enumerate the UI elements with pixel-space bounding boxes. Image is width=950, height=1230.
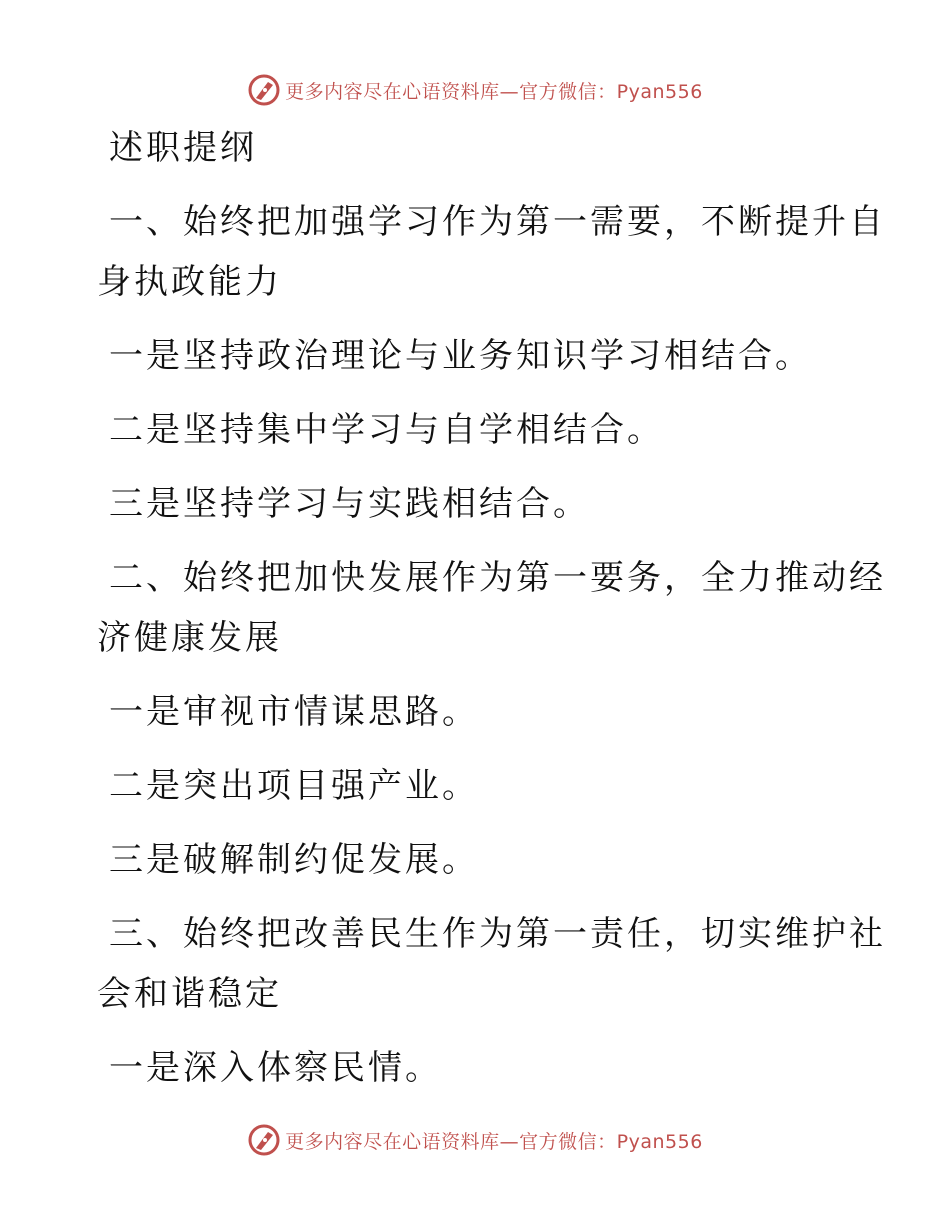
list-item: 一是审视市情谋思路。 (109, 692, 479, 732)
pen-nib-logo-icon (247, 1123, 281, 1157)
section-heading-1: 一、始终把加强学习作为第一需要，不断提升自 (109, 202, 886, 242)
section-heading-2: 二、始终把加快发展作为第一要务，全力推动经 (109, 558, 886, 598)
list-item: 二是突出项目强产业。 (109, 766, 479, 806)
section-heading-3-continued: 会和谐稳定 (97, 974, 282, 1014)
watermark-text: 更多内容尽在心语资料库—官方微信：Pyan556 (285, 1130, 703, 1153)
footer-watermark (0, 1120, 950, 1160)
section-heading-1-continued: 身执政能力 (97, 262, 282, 302)
section-heading-2-continued: 济健康发展 (97, 618, 282, 658)
pen-nib-logo-icon (247, 73, 281, 107)
section-heading-3: 三、始终把改善民生作为第一责任，切实维护社 (109, 914, 886, 954)
document-title: 述职提纲 (109, 128, 257, 168)
watermark-text: 更多内容尽在心语资料库—官方微信：Pyan556 (285, 80, 703, 103)
header-watermark (0, 70, 950, 110)
list-item: 一是深入体察民情。 (109, 1048, 442, 1088)
list-item: 三是坚持学习与实践相结合。 (109, 484, 590, 524)
document-body (97, 118, 886, 1098)
list-item: 一是坚持政治理论与业务知识学习相结合。 (109, 336, 812, 376)
list-item: 二是坚持集中学习与自学相结合。 (109, 410, 664, 450)
list-item: 三是破解制约促发展。 (109, 840, 479, 880)
